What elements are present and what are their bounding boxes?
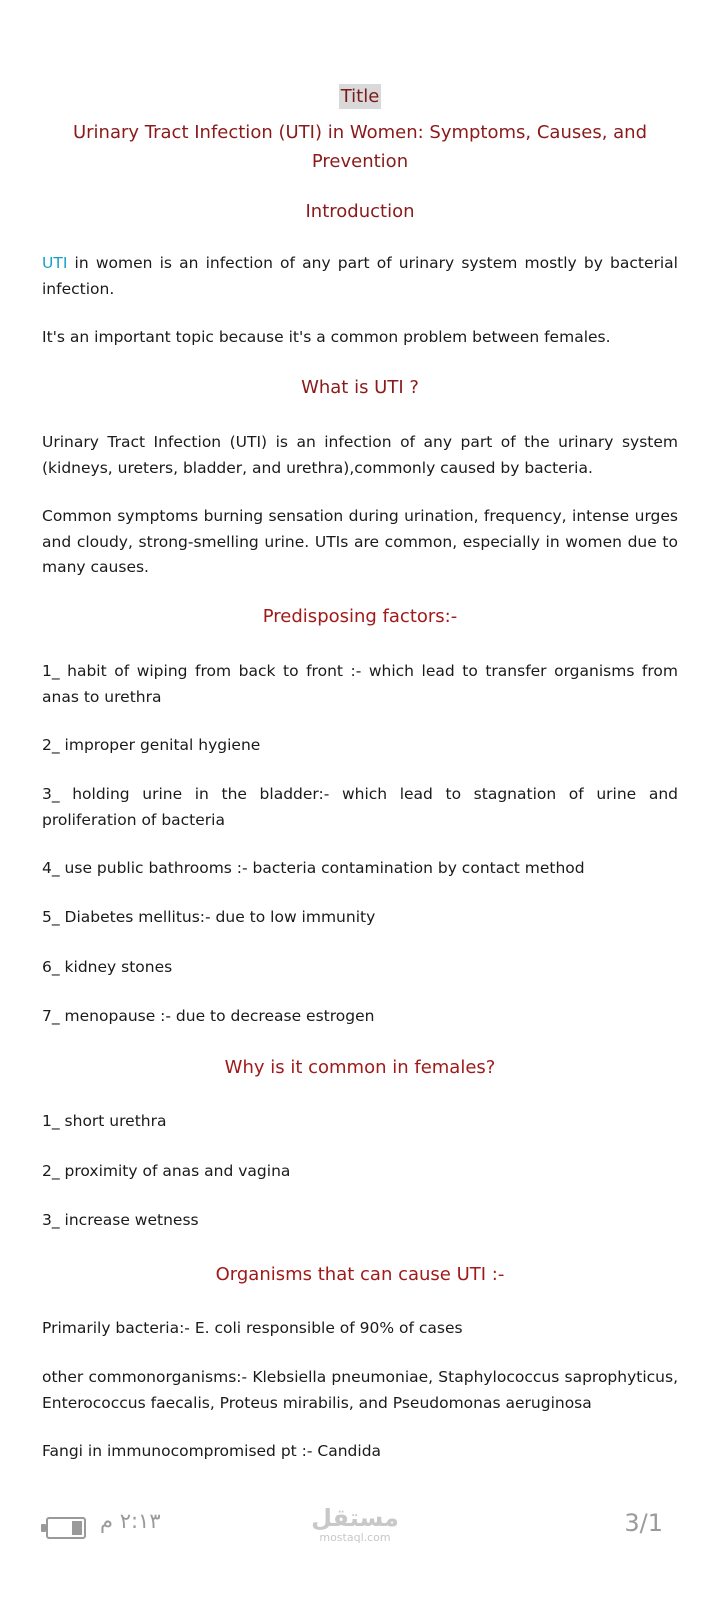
why-item: 1_ short urethra (42, 1112, 167, 1130)
factor-item: 2_ improper genital hygiene (42, 736, 261, 754)
mostaql-logo: مستقل mostaql.com (311, 1504, 399, 1544)
heading-introduction: Introduction (305, 201, 415, 222)
heading-organisms: Organisms that can cause UTI :- (215, 1264, 505, 1285)
why-item: 3_ increase wetness (42, 1211, 199, 1229)
factor-item: 1_ habit of wiping from back to front :- which lead to transfer organisms from anas to urethra (42, 662, 678, 706)
factor-item: 6_ kidney stones (42, 958, 173, 976)
intro-paragraph-1: UTI in women is an infection of any part of urinary system mostly by bacterial infection. (42, 254, 678, 298)
heading-why-common: Why is it common in females? (224, 1057, 496, 1078)
what-paragraph-2: Common symptoms burning sensation during urination, frequency, intense urges and cloudy, strong-smelling urine. UTIs are common, especially in women due to many causes. (42, 507, 678, 576)
reader-footer (0, 1505, 720, 1565)
main-title: Urinary Tract Infection (UTI) in Women: Symptoms, Causes, and Prevention (72, 122, 647, 172)
heading-what-is-uti: What is UTI ? (301, 377, 419, 398)
battery-icon (46, 1517, 86, 1539)
heading-predisposing-factors: Predisposing factors:- (262, 606, 458, 627)
clock: ٢:١٣ م (100, 1509, 161, 1533)
factor-item: 4_ use public bathrooms :- bacteria contamination by contact method (42, 859, 585, 877)
title-tag: Title (340, 86, 380, 107)
uti-link[interactable]: UTI (42, 254, 68, 272)
organism-item: Primarily bacteria:- E. coli responsible of 90% of cases (42, 1319, 463, 1337)
why-item: 2_ proximity of anas and vagina (42, 1162, 291, 1180)
factor-item: 3_ holding urine in the bladder:- which lead to stagnation of urine and proliferation of bacteria (42, 785, 678, 829)
organism-item: Fangi in immunocompromised pt :- Candida (42, 1442, 382, 1460)
factor-item: 7_ menopause :- due to decrease estrogen (42, 1007, 375, 1025)
intro-paragraph-2: It's an important topic because it's a common problem between females. (42, 328, 611, 346)
organism-item: other commonorganisms:- Klebsiella pneumoniae, Staphylococcus saprophyticus, Enterococcus faecalis, Proteus mirabilis, and Pseudomonas aeruginosa (42, 1368, 678, 1412)
factor-item: 5_ Diabetes mellitus:- due to low immunity (42, 908, 376, 926)
what-paragraph-1: Urinary Tract Infection (UTI) is an infection of any part of the urinary system (kidneys, ureters, bladder, and urethra),commonly caused by bacteria. (42, 433, 678, 477)
page-indicator: 3/1 (624, 1509, 663, 1537)
